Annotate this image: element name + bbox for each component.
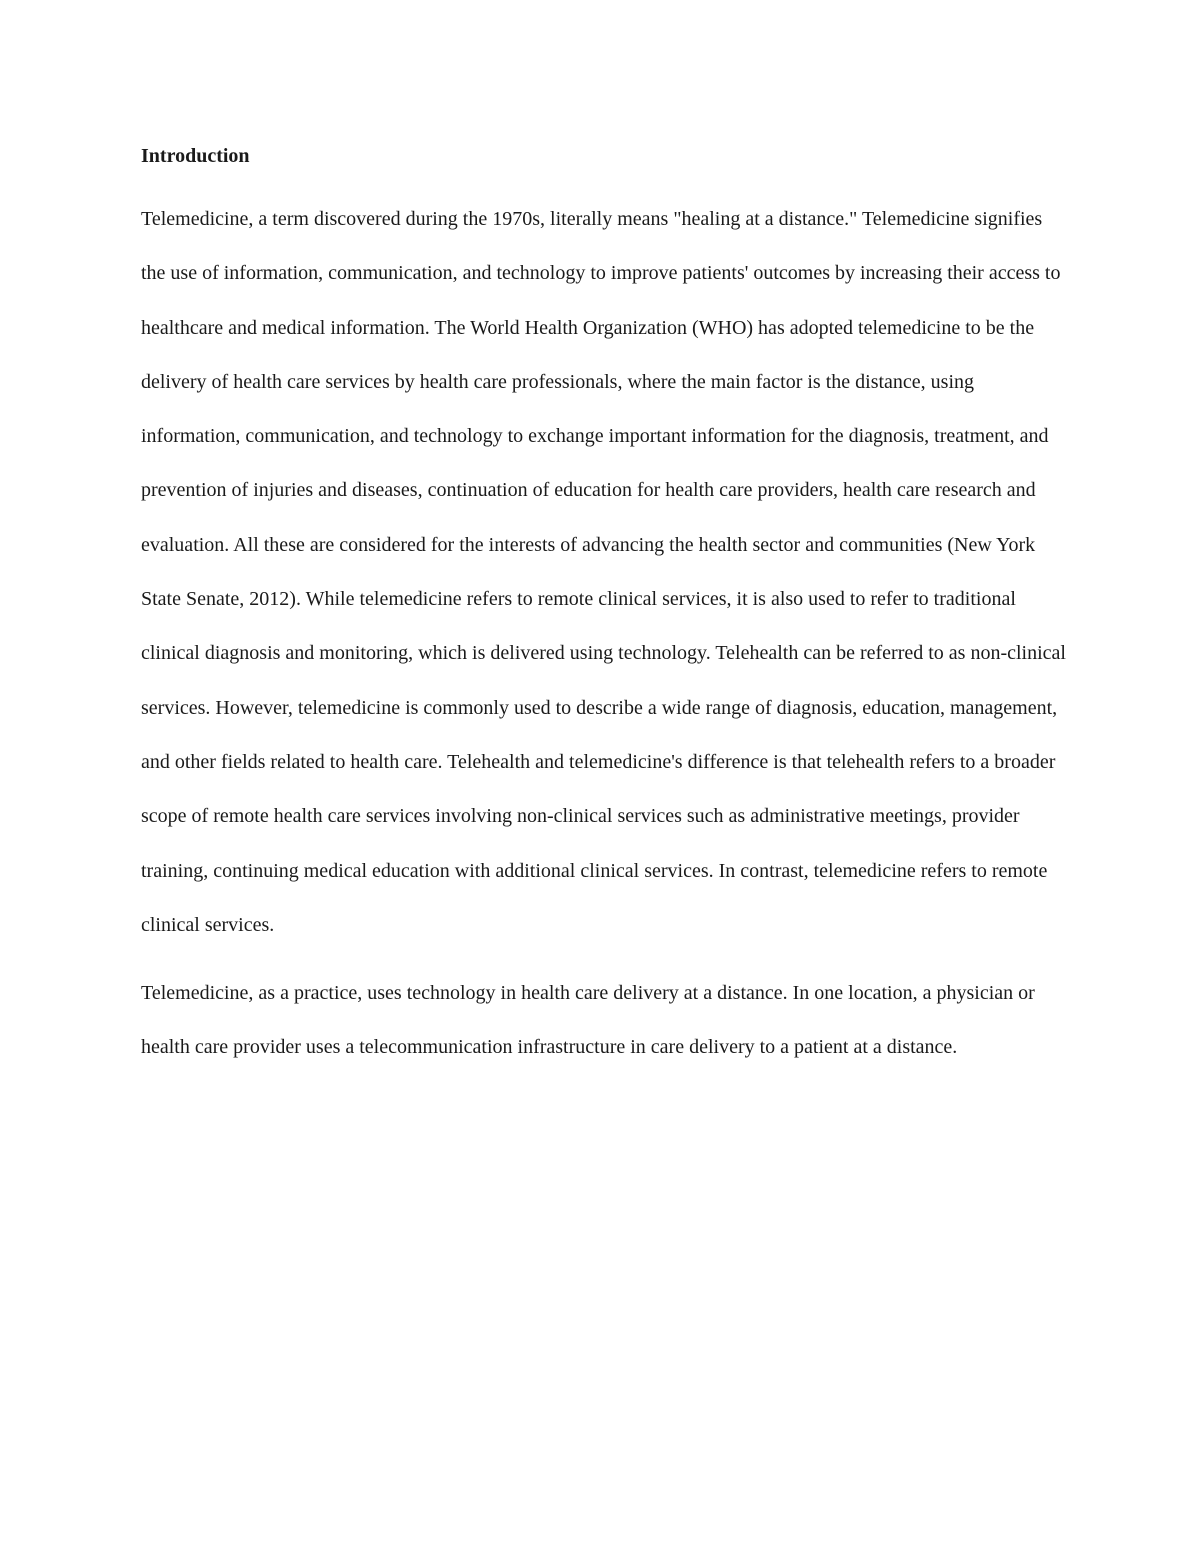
paragraph-1: Telemedicine, a term discovered during the 1970s, literally means "healing at a distance." Telemedicine signifies the use of information, communication, and technology to improve patients' outcomes by increasing their access to healthcare and medical information. The World Health Organization (WHO) has adopted telemedicine to be the delivery of health care services by health care professionals, where the main factor is the distance, using information, communication, and technology to exchange important information for the diagnosis, treatment, and prevention of injuries and diseases, continuation of education for health care providers, health care research and evaluation. All these are considered for the interests of advancing the health sector and communities (New York State Senate, 2012). While telemedicine refers to remote clinical services, it is also used to refer to traditional clinical diagnosis and monitoring, which is delivered using technology. Telehealth can be referred to as non-clinical services. However, telemedicine is commonly used to describe a wide range of diagnosis, education, management, and other fields related to health care. Telehealth and telemedicine's difference is that telehealth refers to a broader scope of remote health care services involving non-clinical services such as administrative meetings, provider training, continuing medical education with additional clinical services. In contrast, telemedicine refers to remote clinical services.	[141, 208, 1066, 936]
section-heading: Introduction	[141, 145, 250, 167]
document-body	[141, 138, 1071, 1075]
paragraph-2: Telemedicine, as a practice, uses technology in health care delivery at a distance. In one location, a physician or health care provider uses a telecommunication infrastructure in care delivery to a patient at a distance.	[141, 982, 1035, 1059]
